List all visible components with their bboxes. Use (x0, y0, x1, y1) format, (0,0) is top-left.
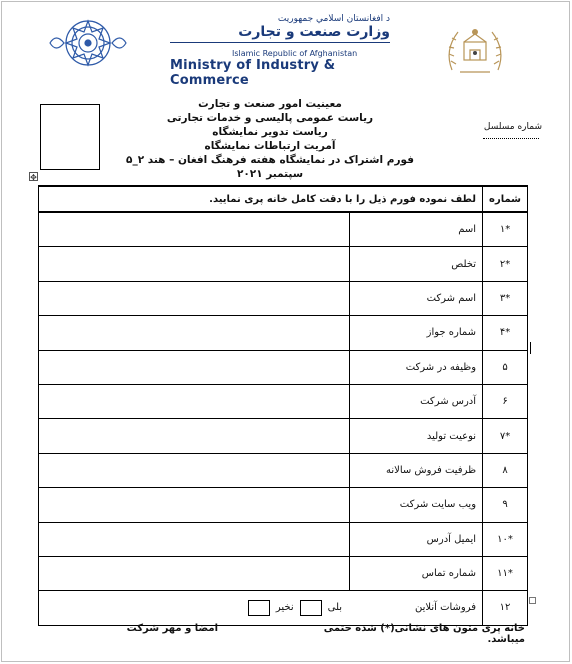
registration-form-table (38, 185, 528, 626)
row-number: *۱۰ (483, 522, 528, 556)
heading-directorate: ریاست تدویر نمایشگاه (212, 126, 328, 138)
row-label: ویب سایت شرکت (350, 488, 483, 522)
table-row (39, 556, 528, 590)
required-fields-note: خانه پری متون های نشانی(*) شده حتمی میباشد. (323, 623, 525, 645)
row-label: اسم (350, 212, 483, 247)
table-row (39, 591, 528, 625)
row-value-cell-phone[interactable] (39, 556, 350, 590)
no-checkbox[interactable] (248, 600, 270, 616)
national-seal-logo (440, 24, 510, 80)
ministry-rule (170, 42, 390, 43)
row-number: ۵ (483, 350, 528, 384)
online-sales-label: فروشات آنلاین (414, 602, 477, 614)
row-label: نوعیت تولید (350, 419, 483, 453)
row-number: *۴ (483, 316, 528, 350)
header-number: شماره (483, 186, 528, 212)
row-number: ۶ (483, 384, 528, 418)
table-resize-handle[interactable] (529, 597, 536, 604)
serial-number-field (430, 122, 542, 142)
signature-label: امضا و مهر شرکت (126, 623, 218, 634)
ministry-dari-subtitle: د افغانستان اسلامي جمهوریت (277, 14, 390, 24)
row-label: ایمیل آدرس (350, 522, 483, 556)
table-row (39, 281, 528, 315)
text-cursor (530, 342, 531, 354)
table-row (39, 453, 528, 487)
table-row (39, 316, 528, 350)
row-number: *۱۱ (483, 556, 528, 590)
row-value-cell-product-type[interactable] (39, 419, 350, 453)
table-row (39, 350, 528, 384)
heading-general-directorate: ریاست عمومی پالیسی و خدمات تجارتی (166, 112, 374, 124)
row-label: وظیفه در شرکت (350, 350, 483, 384)
ministry-header (170, 14, 390, 88)
table-row (39, 488, 528, 522)
row-value-cell-email[interactable] (39, 522, 350, 556)
online-sales-options (45, 600, 476, 616)
ministry-en-title: Ministry of Industry & Commerce (170, 58, 336, 88)
form-heading (120, 97, 420, 181)
row-value-cell-first-name[interactable] (39, 212, 350, 247)
ministry-emblem-logo (40, 18, 136, 68)
row-value-cell-company-address[interactable] (39, 384, 350, 418)
online-sales-cell (39, 591, 483, 625)
heading-deputy-ministry: معینیت امور صنعت و تجارت (198, 98, 342, 110)
photo-placeholder (40, 104, 100, 170)
row-number: ۱۲ (483, 591, 528, 625)
ministry-en-subtitle: Islamic Republic of Afghanistan (232, 49, 358, 58)
header-instruction: لطف نموده فورم ذیل را با دقت کامل خانه پری نمایید. (39, 186, 483, 212)
table-row (39, 247, 528, 281)
table-move-handle-icon[interactable]: ✥ (30, 173, 37, 182)
row-label: اسم شرکت (350, 281, 483, 315)
row-number: ۸ (483, 453, 528, 487)
heading-department: آمریت ارتباطات نمایشگاه (204, 140, 336, 152)
row-label: شماره تماس (350, 556, 483, 590)
serial-number-dots[interactable] (483, 138, 539, 139)
row-value-cell-position[interactable] (39, 350, 350, 384)
yes-checkbox[interactable] (300, 600, 322, 616)
no-label: نخیر (275, 602, 294, 614)
row-label: شماره جواز (350, 316, 483, 350)
row-number: *۳ (483, 281, 528, 315)
row-value-cell-website[interactable] (39, 488, 350, 522)
yes-label: بلی (327, 602, 343, 614)
row-number: *۲ (483, 247, 528, 281)
serial-number-label: شماره مسلسل (483, 122, 542, 132)
row-label: آدرس شرکت (350, 384, 483, 418)
row-label: تخلص (350, 247, 483, 281)
row-value-cell-annual-sales[interactable] (39, 453, 350, 487)
table-row (39, 212, 528, 247)
row-number: ۹ (483, 488, 528, 522)
row-value-cell-license-number[interactable] (39, 316, 350, 350)
table-header-row (39, 186, 528, 212)
ministry-dari-title: وزارت صنعت و تجارت (238, 24, 390, 40)
heading-form-title: فورم اشتراک در نمایشگاه هفته فرهنگ افغان – هند ۲_۵ سپتمبر ۲۰۲۱ (126, 154, 414, 180)
table-row (39, 384, 528, 418)
table-row (39, 419, 528, 453)
row-label: ظرفیت فروش سالانه (350, 453, 483, 487)
row-value-cell-company-name[interactable] (39, 281, 350, 315)
row-value-cell-last-name[interactable] (39, 247, 350, 281)
row-number: *۷ (483, 419, 528, 453)
table-row (39, 522, 528, 556)
row-number: *۱ (483, 212, 528, 247)
